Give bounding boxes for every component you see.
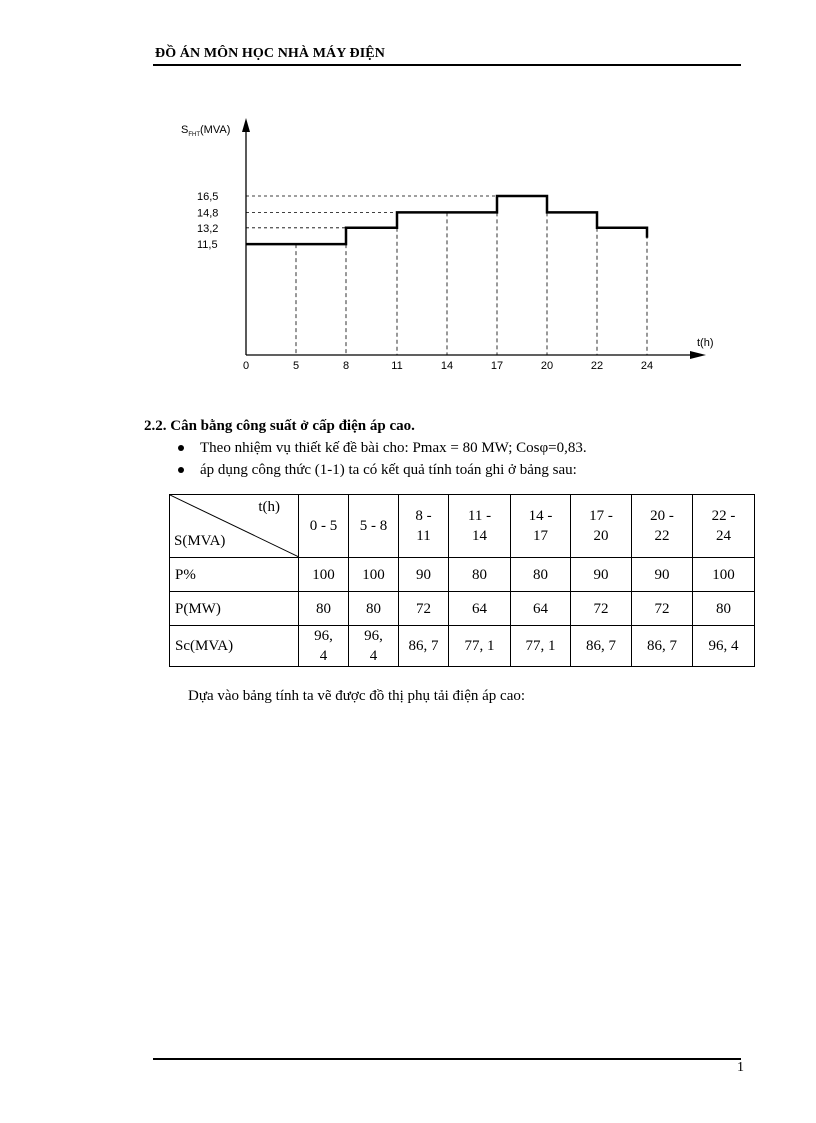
footer-rule xyxy=(153,1058,741,1060)
cell-text: 80 xyxy=(316,600,331,617)
column-header-text: 22 - xyxy=(711,508,736,524)
table-cell xyxy=(693,558,755,592)
column-header-text: 5 - 8 xyxy=(359,518,388,534)
cell-text: 100 xyxy=(312,566,335,583)
x-tick-label: 11 xyxy=(391,360,403,372)
table-cell xyxy=(693,626,755,667)
table-cell xyxy=(449,558,511,592)
cell-text: 77, 1 xyxy=(525,638,556,654)
cell-text: 72 xyxy=(416,600,431,617)
step-series xyxy=(246,196,647,244)
table-cell xyxy=(632,626,693,667)
table-cell xyxy=(449,592,511,626)
column-header xyxy=(693,495,755,558)
table-cell xyxy=(399,626,449,667)
cell-text: 86, 7 xyxy=(408,638,439,654)
table-cell xyxy=(299,626,349,667)
table-row xyxy=(170,592,755,626)
cell-text: 96, 4 xyxy=(708,638,739,654)
x-tick-label: 24 xyxy=(640,360,654,372)
table-cell xyxy=(399,592,449,626)
column-header xyxy=(349,495,399,558)
table-row xyxy=(170,558,755,592)
y-tick-label: 11,5 xyxy=(197,239,218,252)
bullet-item: áp dụng công thức (1-1) ta có kết quả tính toán ghi ở bảng sau: xyxy=(178,461,587,483)
table-cell xyxy=(299,558,349,592)
column-header-text: 22 xyxy=(654,528,670,544)
column-header-text: 11 - xyxy=(467,508,492,524)
table-cell xyxy=(511,592,571,626)
cell-text: 90 xyxy=(654,566,670,583)
table-cell xyxy=(349,592,399,626)
y-axis-arrow xyxy=(242,118,250,132)
cell-text: 100 xyxy=(712,566,735,583)
column-header xyxy=(449,495,511,558)
row-label: Sc(MVA) xyxy=(170,626,299,667)
x-tick-label: 22 xyxy=(590,360,604,372)
table-cell xyxy=(632,592,693,626)
y-axis-label: $S_{FHT}(MVA)$ xyxy=(181,124,231,138)
column-header-text: 17 - xyxy=(589,508,613,524)
bullet-list xyxy=(178,439,587,483)
x-tick-label: 5 xyxy=(292,360,300,372)
cell-text: 72 xyxy=(593,600,609,617)
row-label: P(MW) xyxy=(170,592,299,626)
cell-text: 80 xyxy=(472,566,487,583)
x-tick-label: 20 xyxy=(540,360,554,372)
x-tick-label: 0 xyxy=(242,360,250,372)
column-header xyxy=(632,495,693,558)
column-header-text: 14 xyxy=(472,528,487,544)
y-tick-label: 13,2 xyxy=(197,222,219,235)
column-header-text: 17 xyxy=(533,528,548,544)
y-tick-label: 16,5 xyxy=(197,191,219,203)
column-header xyxy=(511,495,571,558)
cell-text: 96, xyxy=(364,628,383,644)
column-header-text: 8 - xyxy=(415,508,432,524)
x-tick-label: 14 xyxy=(440,360,454,372)
column-header-text: 11 xyxy=(416,528,431,544)
corner-bottom-label: S(MVA) xyxy=(174,533,226,549)
table-cell xyxy=(299,592,349,626)
cell-text: 80 xyxy=(716,600,731,617)
row-label: P% xyxy=(170,558,299,592)
x-tick-label: 8 xyxy=(342,360,350,372)
table-cell xyxy=(693,592,755,626)
x-tick-label: 17 xyxy=(490,360,504,372)
load-table xyxy=(169,494,755,667)
table-row xyxy=(170,626,755,667)
cell-text: 77, 1 xyxy=(464,638,495,654)
column-header xyxy=(571,495,632,558)
cell-text: 100 xyxy=(362,566,385,583)
cell-text: 80 xyxy=(533,566,548,583)
cell-text: 90 xyxy=(416,566,431,583)
header-title: ĐỒ ÁN MÔN HỌC NHÀ MÁY ĐIỆN xyxy=(155,46,385,61)
table-cell xyxy=(632,558,693,592)
load-chart xyxy=(0,0,816,400)
table-cell xyxy=(349,558,399,592)
cell-text: 96, xyxy=(314,628,333,644)
table-cell xyxy=(449,626,511,667)
table-cell xyxy=(349,626,399,667)
corner-cell xyxy=(170,495,299,558)
column-header xyxy=(299,495,349,558)
cell-text: 4 xyxy=(319,648,328,664)
conclusion-text: Dựa vào bảng tính ta vẽ được đồ thị phụ tải điện áp cao: xyxy=(188,688,526,704)
column-header-text: 0 - 5 xyxy=(309,518,338,534)
page-number: 1 xyxy=(737,1060,744,1075)
table-cell xyxy=(399,558,449,592)
column-header-text: 20 - xyxy=(650,508,674,524)
column-header-text: 24 xyxy=(716,528,731,544)
x-axis-arrow xyxy=(690,351,706,359)
cell-text: 86, 7 xyxy=(647,638,677,654)
cell-text: 64 xyxy=(533,600,548,617)
table-cell xyxy=(571,558,632,592)
table-cell xyxy=(511,626,571,667)
table-header-row xyxy=(170,495,755,558)
table-cell xyxy=(511,558,571,592)
table-cell xyxy=(571,592,632,626)
cell-text: 72 xyxy=(654,600,670,617)
cell-text: 90 xyxy=(593,566,609,583)
bullet-item: Theo nhiệm vụ thiết kế đề bài cho: Pmax = 80 MW; Cosφ=0,83. xyxy=(178,439,587,461)
cell-text: 80 xyxy=(366,600,381,617)
table-cell xyxy=(571,626,632,667)
column-header-text: 14 - xyxy=(528,508,553,524)
cell-text: 86, 7 xyxy=(586,638,616,654)
column-header xyxy=(399,495,449,558)
section-heading: 2.2. Cân bằng công suất ở cấp điện áp cao. xyxy=(144,418,415,434)
x-axis-label: t(h) xyxy=(697,337,714,349)
y-tick-label: 14,8 xyxy=(197,207,219,220)
column-header-text: 20 xyxy=(593,528,609,544)
corner-top-label: t(h) xyxy=(258,499,280,515)
cell-text: 64 xyxy=(472,600,487,617)
cell-text: 4 xyxy=(369,648,378,664)
